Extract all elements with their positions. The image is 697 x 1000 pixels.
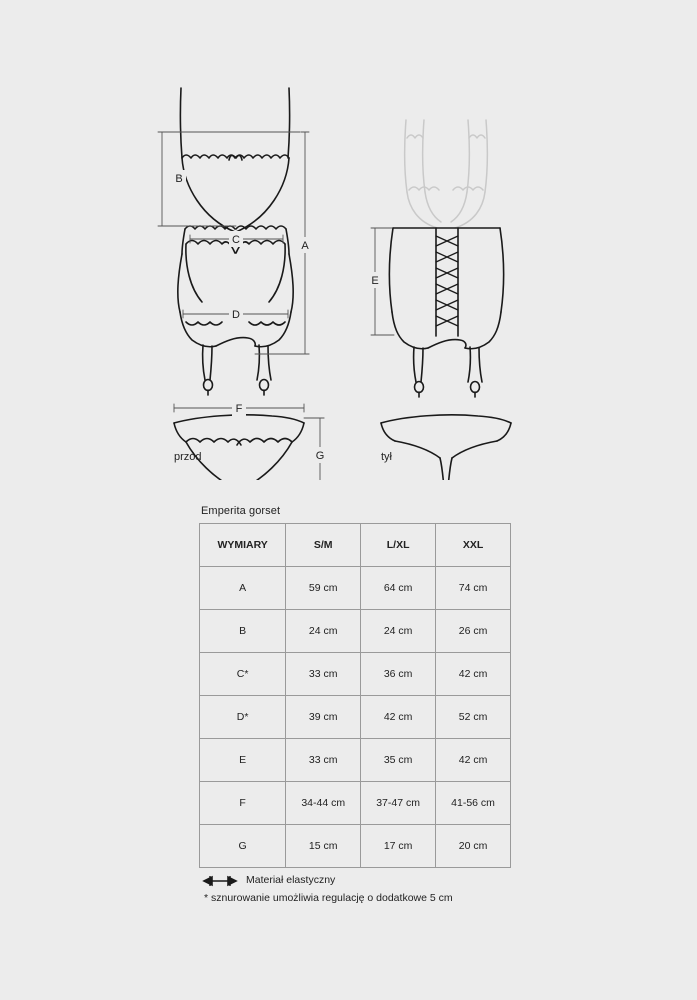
- dim-label-C: C: [232, 234, 240, 246]
- garment-diagrams: [0, 40, 697, 480]
- table-header-row: [200, 524, 511, 567]
- row-label-e: E: [200, 739, 286, 782]
- caption-back: tył: [381, 451, 392, 463]
- table-header-xxl: XXL: [436, 524, 511, 567]
- cell-f-xxl: 41-56 cm: [436, 782, 511, 825]
- table-row: [200, 782, 511, 825]
- cell-d-sm: 39 cm: [286, 696, 361, 739]
- cell-d-lxl: 42 cm: [361, 696, 436, 739]
- caption-front: przód: [174, 451, 202, 463]
- dim-label-E: E: [371, 275, 379, 287]
- dim-label-D: D: [232, 309, 240, 321]
- cell-c-lxl: 36 cm: [361, 653, 436, 696]
- lacing-note-text: * sznurowanie umożliwia regulację o dodatkowe 5 cm: [204, 891, 453, 904]
- thong-back-outline: [381, 415, 511, 480]
- row-label-a: A: [200, 567, 286, 610]
- cell-b-xxl: 26 cm: [436, 610, 511, 653]
- cell-f-lxl: 37-47 cm: [361, 782, 436, 825]
- cell-a-lxl: 64 cm: [361, 567, 436, 610]
- elastic-note-text: Materiał elastyczny: [246, 874, 336, 886]
- row-label-f: F: [200, 782, 286, 825]
- row-label-c: C*: [200, 653, 286, 696]
- back-body-outline: [389, 120, 503, 397]
- dim-label-G: G: [315, 450, 325, 462]
- cell-g-lxl: 17 cm: [361, 825, 436, 868]
- table-row: [200, 567, 511, 610]
- cell-e-xxl: 42 cm: [436, 739, 511, 782]
- size-table: [199, 523, 511, 868]
- dim-label-B: B: [175, 173, 183, 185]
- double-arrow-icon: [202, 874, 238, 888]
- table-row: [200, 610, 511, 653]
- table-header-sm: S/M: [286, 524, 361, 567]
- cell-a-sm: 59 cm: [286, 567, 361, 610]
- table-header-lxl: L/XL: [361, 524, 436, 567]
- cell-b-sm: 24 cm: [286, 610, 361, 653]
- row-label-b: B: [200, 610, 286, 653]
- table-row: [200, 696, 511, 739]
- cell-g-sm: 15 cm: [286, 825, 361, 868]
- thong-front-outline: [174, 415, 304, 480]
- cell-e-lxl: 35 cm: [361, 739, 436, 782]
- cell-f-sm: 34-44 cm: [286, 782, 361, 825]
- cell-c-xxl: 42 cm: [436, 653, 511, 696]
- cell-c-sm: 33 cm: [286, 653, 361, 696]
- cell-b-lxl: 24 cm: [361, 610, 436, 653]
- row-label-g: G: [200, 825, 286, 868]
- table-header-measures: WYMIARY: [200, 524, 286, 567]
- table-row: [200, 825, 511, 868]
- dim-label-F: F: [235, 403, 243, 415]
- elastic-note-row: [202, 873, 602, 889]
- table-row: [200, 739, 511, 782]
- dim-label-A: A: [301, 240, 309, 252]
- table-row: [200, 653, 511, 696]
- row-label-d: D*: [200, 696, 286, 739]
- cell-e-sm: 33 cm: [286, 739, 361, 782]
- size-table-section: [199, 505, 519, 868]
- cell-g-xxl: 20 cm: [436, 825, 511, 868]
- footnotes: [202, 873, 602, 907]
- product-title: Emperita gorset: [201, 505, 281, 517]
- cell-d-xxl: 52 cm: [436, 696, 511, 739]
- cell-a-xxl: 74 cm: [436, 567, 511, 610]
